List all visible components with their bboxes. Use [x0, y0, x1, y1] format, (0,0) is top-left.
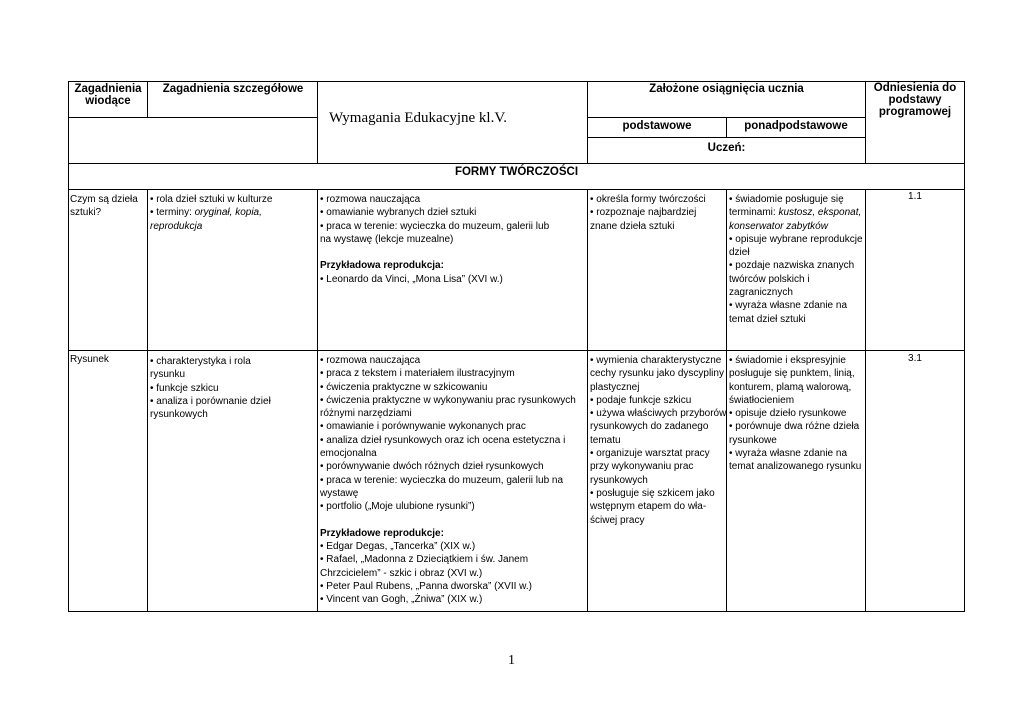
- column-divider: [147, 81, 148, 117]
- text-line: • charakterystyka i rola: [150, 356, 251, 367]
- text-line: dzieł: [729, 247, 750, 259]
- text-line: rysunkowe: [729, 434, 777, 446]
- text-line: • świadomie posługuje się: [729, 194, 844, 205]
- text-line: • rola dzieł sztuki w kulturze: [150, 194, 273, 205]
- column-divider: [147, 189, 148, 611]
- text-line: • porównuje dwa różne dzieła: [729, 421, 860, 433]
- text-line: • wyraża własne zdanie na: [729, 448, 848, 460]
- text-line: znane dzieła sztuki: [590, 220, 675, 232]
- text-line: cechy rysunku jako dyscypliny: [590, 368, 724, 380]
- text-line: • świadomie i ekspresyjnie: [729, 355, 846, 366]
- text-line: posługuje się punktem, linią,: [729, 368, 855, 380]
- section-divider: [68, 189, 965, 190]
- text-line: rysunku: [150, 369, 186, 381]
- text-line: • określa formy twórczości: [590, 194, 706, 205]
- text-line: Przykładowe reprodukcje:: [320, 527, 444, 539]
- header-achievements: Założone osiągnięcia ucznia: [649, 83, 804, 95]
- row-advanced-achievements: [729, 354, 864, 474]
- table-border-bottom: [68, 611, 965, 612]
- header-curriculum-reference: Odniesienia do podstawy programowej: [873, 82, 957, 118]
- text-line: [320, 246, 586, 259]
- row-divider: [68, 350, 965, 351]
- text-line: • ćwiczenia praktyczne w wykonywaniu prac rysunkowych: [320, 394, 576, 406]
- header-leading-topics: Zagadnienia wiodące: [74, 83, 142, 107]
- header-divider: [68, 117, 318, 118]
- text-line: przy wykonywaniu prac: [590, 461, 694, 473]
- text-line: • ćwiczenia praktyczne w szkicowaniu: [320, 381, 488, 393]
- text-line: konturem, plamą walorową,: [729, 381, 852, 393]
- text-line: konserwator zabytków: [729, 220, 828, 232]
- page-number: 1: [508, 653, 515, 668]
- text-line: wystawę: [320, 487, 359, 499]
- text-line: tematu: [590, 434, 621, 446]
- text-line: • rozmowa nauczająca: [320, 194, 421, 205]
- text-line: • Edgar Degas, „Tancerka” (XIX w.): [320, 541, 476, 553]
- text-line: • analiza dzieł rysunkowych oraz ich ocena estetyczna i: [320, 434, 566, 446]
- header-detailed-topics: Zagadnienia szczegółowe: [162, 83, 304, 95]
- text-line: • pozdaje nazwiska znanych: [729, 260, 855, 272]
- text-line: • porównywanie dwóch różnych dzieł rysunkowych: [320, 461, 544, 473]
- text-line: • Vincent van Gogh, „Żniwa” (XIX w.): [320, 594, 483, 606]
- row-methods: [320, 354, 586, 607]
- text-line: • wymienia charakterystyczne: [590, 355, 722, 366]
- text-line: • funkcje szkicu: [150, 382, 219, 394]
- header-advanced: ponadpodstawowe: [744, 120, 848, 132]
- column-divider: [726, 189, 727, 611]
- text-line: • rozmowa nauczająca: [320, 355, 421, 366]
- text-line: reprodukcja: [150, 220, 203, 232]
- header-divider: [68, 163, 965, 164]
- text-line: plastycznej: [590, 381, 640, 393]
- text-line: • opisuje wybrane reprodukcje: [729, 233, 863, 245]
- text-line: • organizuje warsztat pracy: [590, 448, 710, 460]
- text-line: • praca w terenie: wycieczka do muzeum, galerii lub: [320, 220, 550, 232]
- column-divider: [865, 81, 866, 163]
- text-line: temat dzieł sztuki: [729, 313, 806, 325]
- column-divider: [587, 189, 588, 611]
- text-line: ściwej pracy: [590, 514, 645, 526]
- text-line: • Rafael, „Madonna z Dzieciątkiem i św. Janem: [320, 554, 529, 566]
- row-basic-achievements: [590, 193, 725, 233]
- header-basic: podstawowe: [622, 120, 692, 132]
- text-line: [320, 514, 586, 527]
- text-line: • praca z tekstem i materiałem ilustracyjnym: [320, 368, 515, 380]
- row-basic-achievements: [590, 354, 725, 527]
- text-line: różnymi narzędziami: [320, 408, 412, 420]
- text-line: rysunkowych: [590, 474, 648, 486]
- column-divider: [865, 189, 866, 611]
- text-line: • analiza i porównanie dzieł: [150, 395, 271, 407]
- column-divider: [587, 81, 588, 163]
- text-line: światłocieniem: [729, 394, 795, 406]
- text-line: • Peter Paul Rubens, „Panna dworska” (XVII w.): [320, 581, 532, 593]
- row-topic: [70, 353, 146, 366]
- text-line: terminami: kustosz, eksponat,: [729, 207, 862, 219]
- text-line: na wystawę (lekcje muzealne): [320, 233, 454, 245]
- table-border-top: [68, 81, 965, 82]
- text-line: • podaje funkcje szkicu: [590, 394, 692, 406]
- text-line: • rozpoznaje najbardziej: [590, 207, 697, 219]
- text-line: zagranicznych: [729, 287, 793, 299]
- text-line: • praca w terenie: wycieczka do muzeum, galerii lub na: [320, 474, 564, 486]
- text-line: • posługuje się szkicem jako: [590, 487, 715, 499]
- text-line: • terminy: oryginał, kopia,: [150, 207, 262, 219]
- column-divider: [317, 189, 318, 611]
- text-line: • opisuje dzieło rysunkowe: [729, 408, 847, 420]
- page-title: Wymagania Edukacyjne kl.V.: [329, 110, 507, 126]
- row-methods: [320, 193, 586, 286]
- header-student: Uczeń:: [707, 142, 746, 154]
- text-line: • wyraża własne zdanie na: [729, 300, 848, 312]
- header-divider: [587, 137, 865, 138]
- row-details: [150, 193, 316, 233]
- text-line: rysunkowych do zadanego: [590, 421, 709, 433]
- text-line: sztuki?: [70, 207, 102, 219]
- row-topic: [70, 193, 146, 220]
- column-divider: [726, 117, 727, 137]
- table-border-right: [964, 81, 965, 612]
- section-title: FORMY TWÓRCZOŚCI: [454, 166, 579, 178]
- text-line: wstępnym etapem do wła-: [590, 501, 707, 513]
- table-border-left: [68, 81, 69, 612]
- text-line: • używa właściwych przyborów: [590, 408, 727, 420]
- text-line: twórców polskich i: [729, 273, 810, 285]
- text-line: Przykładowa reprodukcja:: [320, 260, 444, 272]
- row-reference: 1.1: [908, 191, 922, 202]
- text-line: temat analizowanego rysunku: [729, 461, 862, 473]
- row-reference: 3.1: [908, 353, 922, 364]
- text-line: • Leonardo da Vinci, „Mona Lisa” (XVI w.): [320, 273, 503, 285]
- text-line: • omawianie wybranych dzieł sztuki: [320, 207, 477, 219]
- row-advanced-achievements: [729, 193, 864, 326]
- text-line: • omawianie i porównywanie wykonanych prac: [320, 421, 526, 433]
- text-line: Chrzcicielem” - szkic i obraz (XVI w.): [320, 567, 483, 579]
- text-line: rysunkowych: [150, 409, 208, 421]
- text-line: Czym są dzieła: [70, 194, 138, 205]
- row-details: [150, 355, 316, 421]
- text-line: emocjonalna: [320, 448, 377, 460]
- text-line: Rysunek: [70, 354, 109, 365]
- text-line: • portfolio („Moje ulubione rysunki”): [320, 501, 475, 513]
